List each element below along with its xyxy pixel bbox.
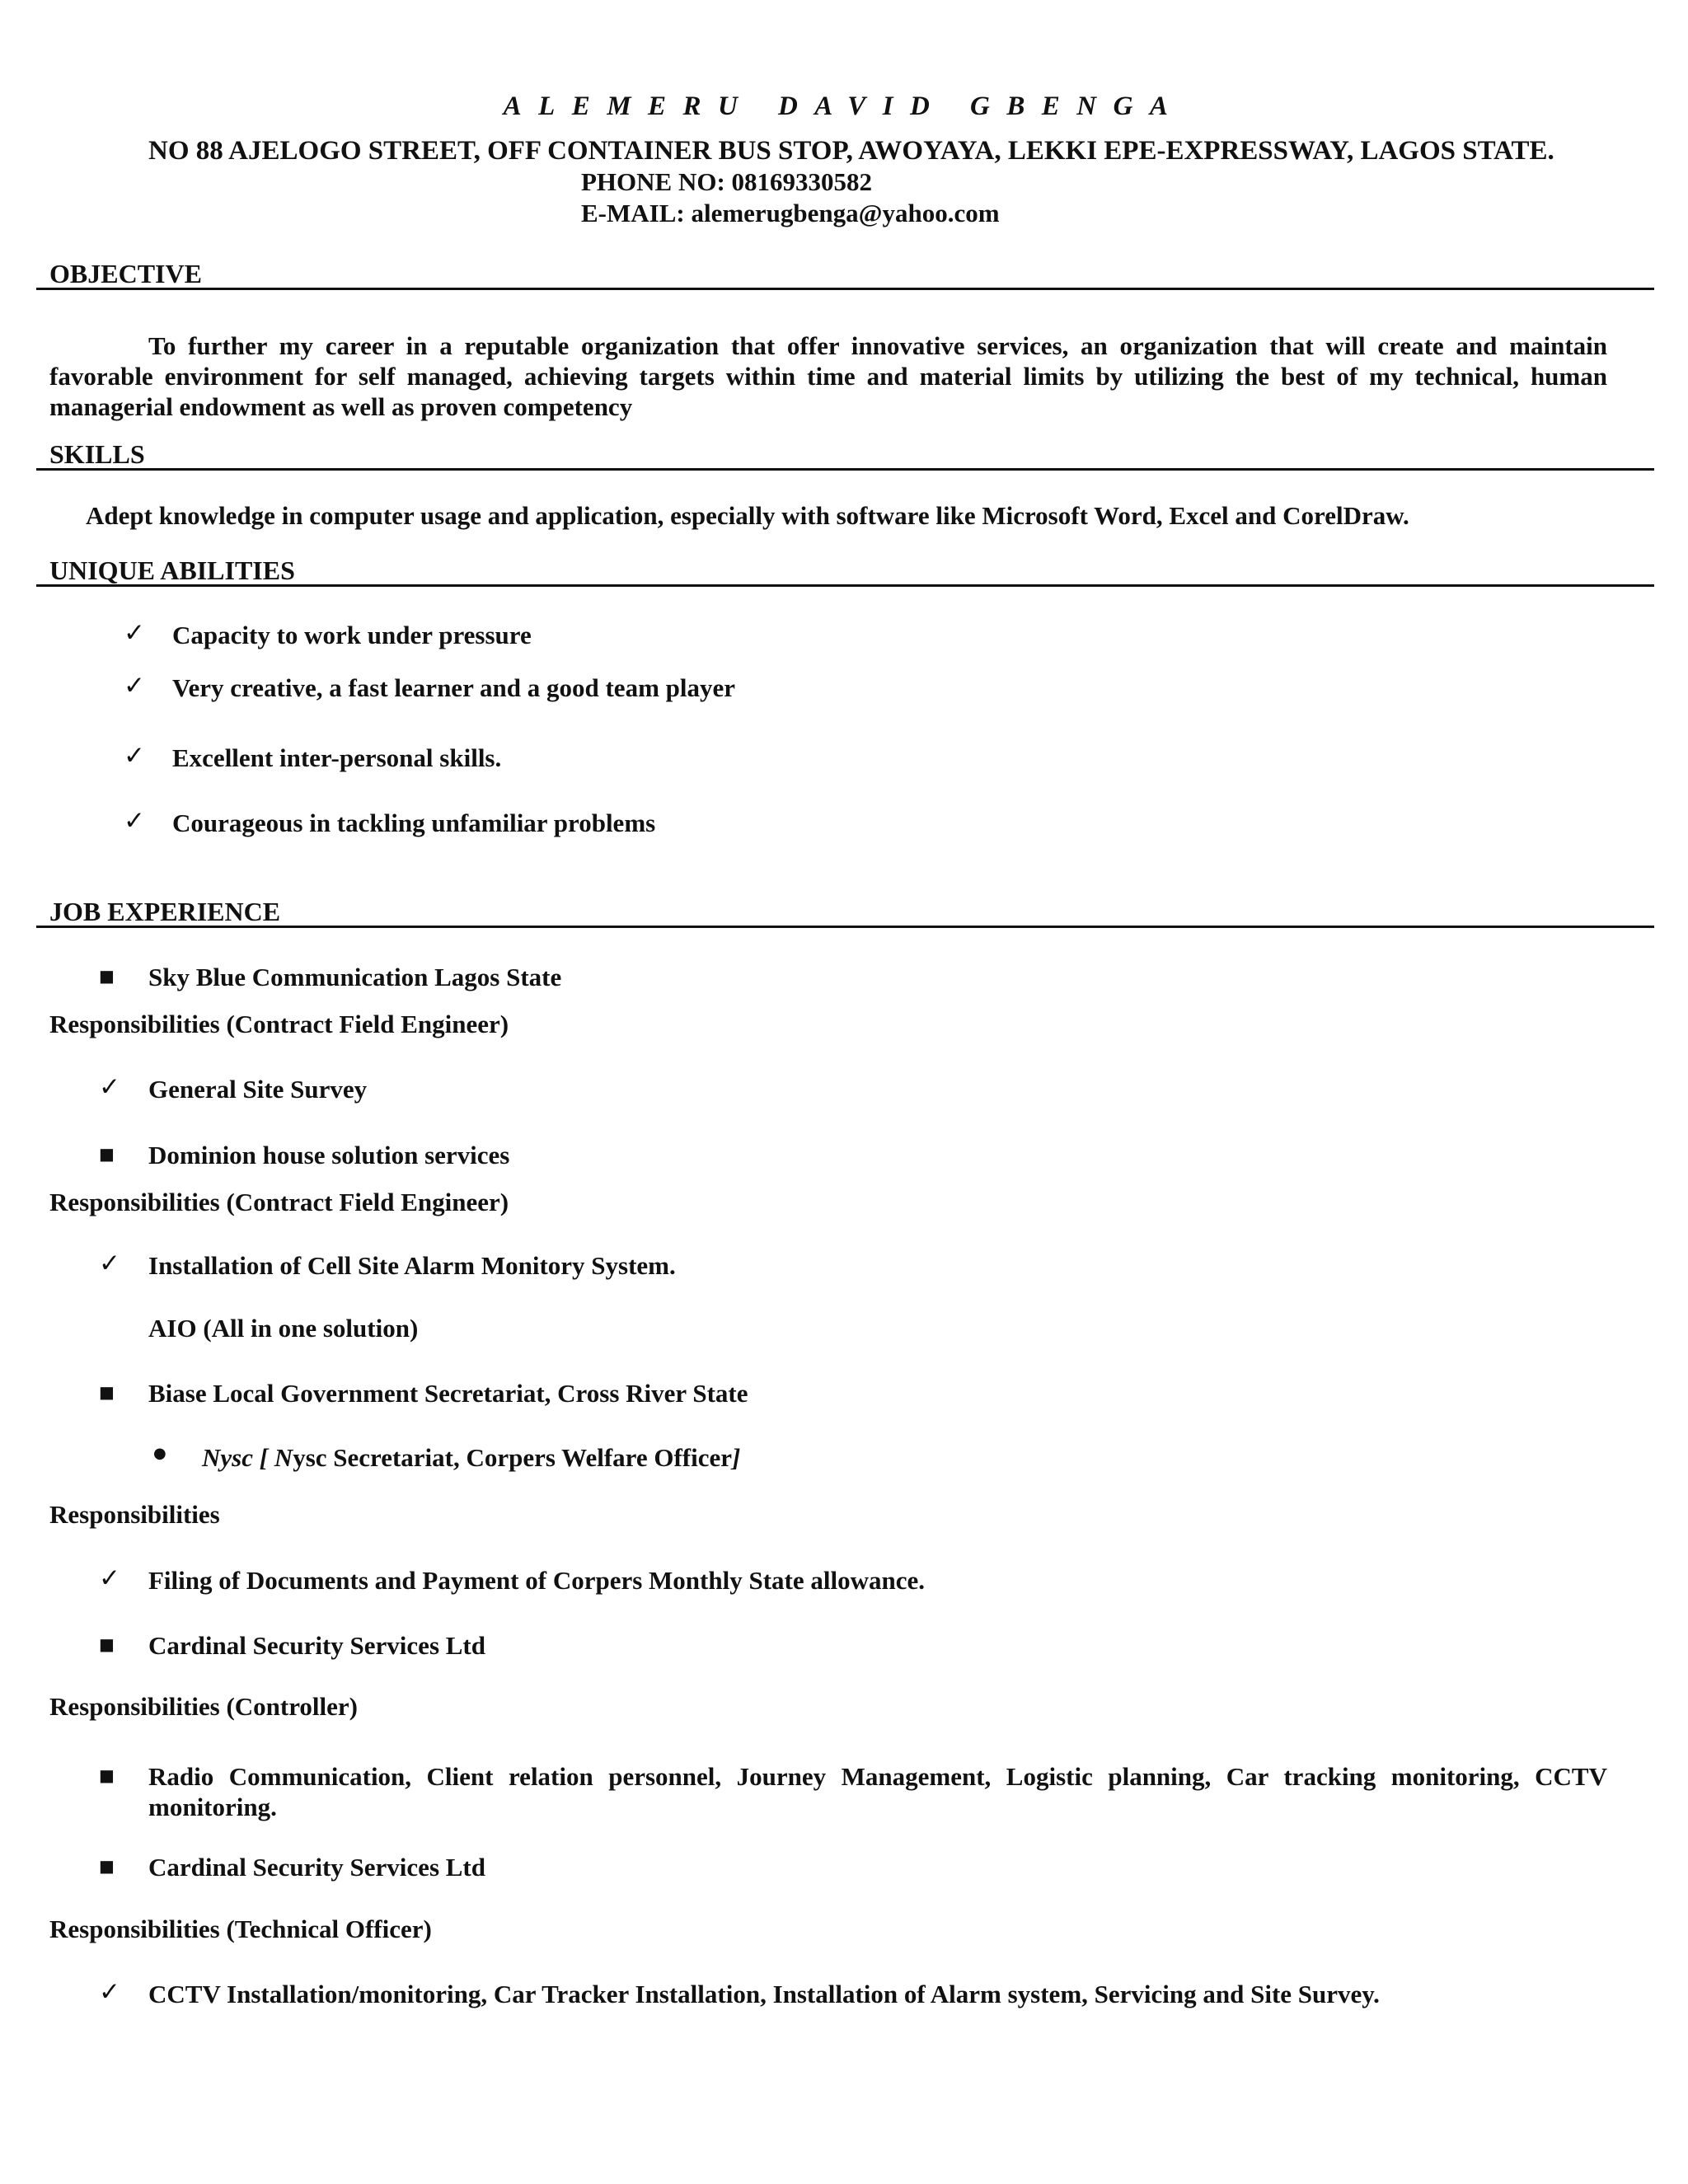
task-item: Radio Communication, Client relation personnel, Journey Management, Logistic planning, Car tracking monitoring, CCTV monitoring. xyxy=(148,1762,1607,1821)
candidate-name: ALEMERU DAVID GBENGA xyxy=(503,91,1185,121)
square-bullet-icon: ■ xyxy=(99,1765,115,1785)
ability-item: Excellent inter-personal skills. xyxy=(172,743,502,772)
square-bullet-icon: ■ xyxy=(99,1382,115,1402)
job-title: Dominion house solution services xyxy=(148,1141,510,1169)
task-item: CCTV Installation/monitoring, Car Tracker Installation, Installation of Alarm system, Servicing and Site Survey. xyxy=(148,1980,1380,2008)
check-icon: ✓ xyxy=(99,1072,120,1102)
objective-divider xyxy=(36,288,1654,290)
square-bullet-icon: ■ xyxy=(99,1856,115,1876)
job-title: Sky Blue Communication Lagos State xyxy=(148,963,562,991)
objective-text-content: To further my career in a reputable organization that offer innovative services, an organization that will create and maintain favorable environment for self managed, achieving targets within time and material limits by utilizing the best of my technical, human managerial endowment as well as proven competency xyxy=(49,331,1607,421)
round-bullet-icon: ● xyxy=(153,1445,166,1462)
task-item: Installation of Cell Site Alarm Monitory System. xyxy=(148,1251,676,1280)
objective-text xyxy=(49,330,1607,422)
task-item: General Site Survey xyxy=(148,1075,368,1104)
check-icon: ✓ xyxy=(99,1249,120,1278)
nysc-line xyxy=(202,1443,740,1473)
square-bullet-icon: ■ xyxy=(99,1634,115,1654)
square-bullet-icon: ■ xyxy=(99,1144,115,1164)
task-item: Filing of Documents and Payment of Corpers Monthly State allowance. xyxy=(148,1566,925,1595)
nysc-role: ysc Secretariat, Corpers Welfare Officer xyxy=(293,1443,732,1472)
ability-item: Capacity to work under pressure xyxy=(172,621,532,649)
check-icon: ✓ xyxy=(124,741,145,771)
responsibilities-label: Responsibilities (Technical Officer) xyxy=(49,1915,432,1943)
skills-heading: SKILLS xyxy=(49,439,145,469)
job-title: Cardinal Security Services Ltd xyxy=(148,1631,485,1660)
address-line: NO 88 AJELOGO STREET, OFF CONTAINER BUS STOP, AWOYAYA, LEKKI EPE-EXPRESSWAY, LAGOS STATE. xyxy=(148,136,1554,166)
responsibilities-label: Responsibilities (Controller) xyxy=(49,1692,358,1721)
check-icon: ✓ xyxy=(99,1977,120,2007)
skills-divider xyxy=(36,468,1654,471)
objective-heading: OBJECTIVE xyxy=(49,259,202,288)
check-icon: ✓ xyxy=(99,1563,120,1593)
responsibilities-label: Responsibilities (Contract Field Engineer) xyxy=(49,1010,509,1038)
ability-item: Courageous in tackling unfamiliar problems xyxy=(172,808,656,837)
nysc-suffix: ] xyxy=(732,1443,741,1472)
check-icon: ✓ xyxy=(124,671,145,701)
check-icon: ✓ xyxy=(124,806,145,836)
check-icon: ✓ xyxy=(124,618,145,648)
experience-heading: JOB EXPERIENCE xyxy=(49,897,281,926)
email-line: E-MAIL: alemerugbenga@yahoo.com xyxy=(581,199,1000,227)
abilities-heading: UNIQUE ABILITIES xyxy=(49,555,295,585)
square-bullet-icon: ■ xyxy=(99,966,115,986)
experience-divider xyxy=(36,926,1654,928)
job-title: Biase Local Government Secretariat, Cross River State xyxy=(148,1379,748,1408)
skills-text: Adept knowledge in computer usage and application, especially with software like Microsoft Word, Excel and CorelDraw. xyxy=(86,501,1409,530)
responsibilities-label: Responsibilities xyxy=(49,1500,220,1529)
task-item: AIO (All in one solution) xyxy=(148,1314,419,1343)
responsibilities-label: Responsibilities (Contract Field Engineer) xyxy=(49,1188,509,1216)
job-title: Cardinal Security Services Ltd xyxy=(148,1853,485,1882)
ability-item: Very creative, a fast learner and a good team player xyxy=(172,673,736,702)
phone-line: PHONE NO: 08169330582 xyxy=(581,167,873,196)
abilities-divider xyxy=(36,584,1654,587)
nysc-prefix: Nysc [ N xyxy=(202,1443,293,1472)
